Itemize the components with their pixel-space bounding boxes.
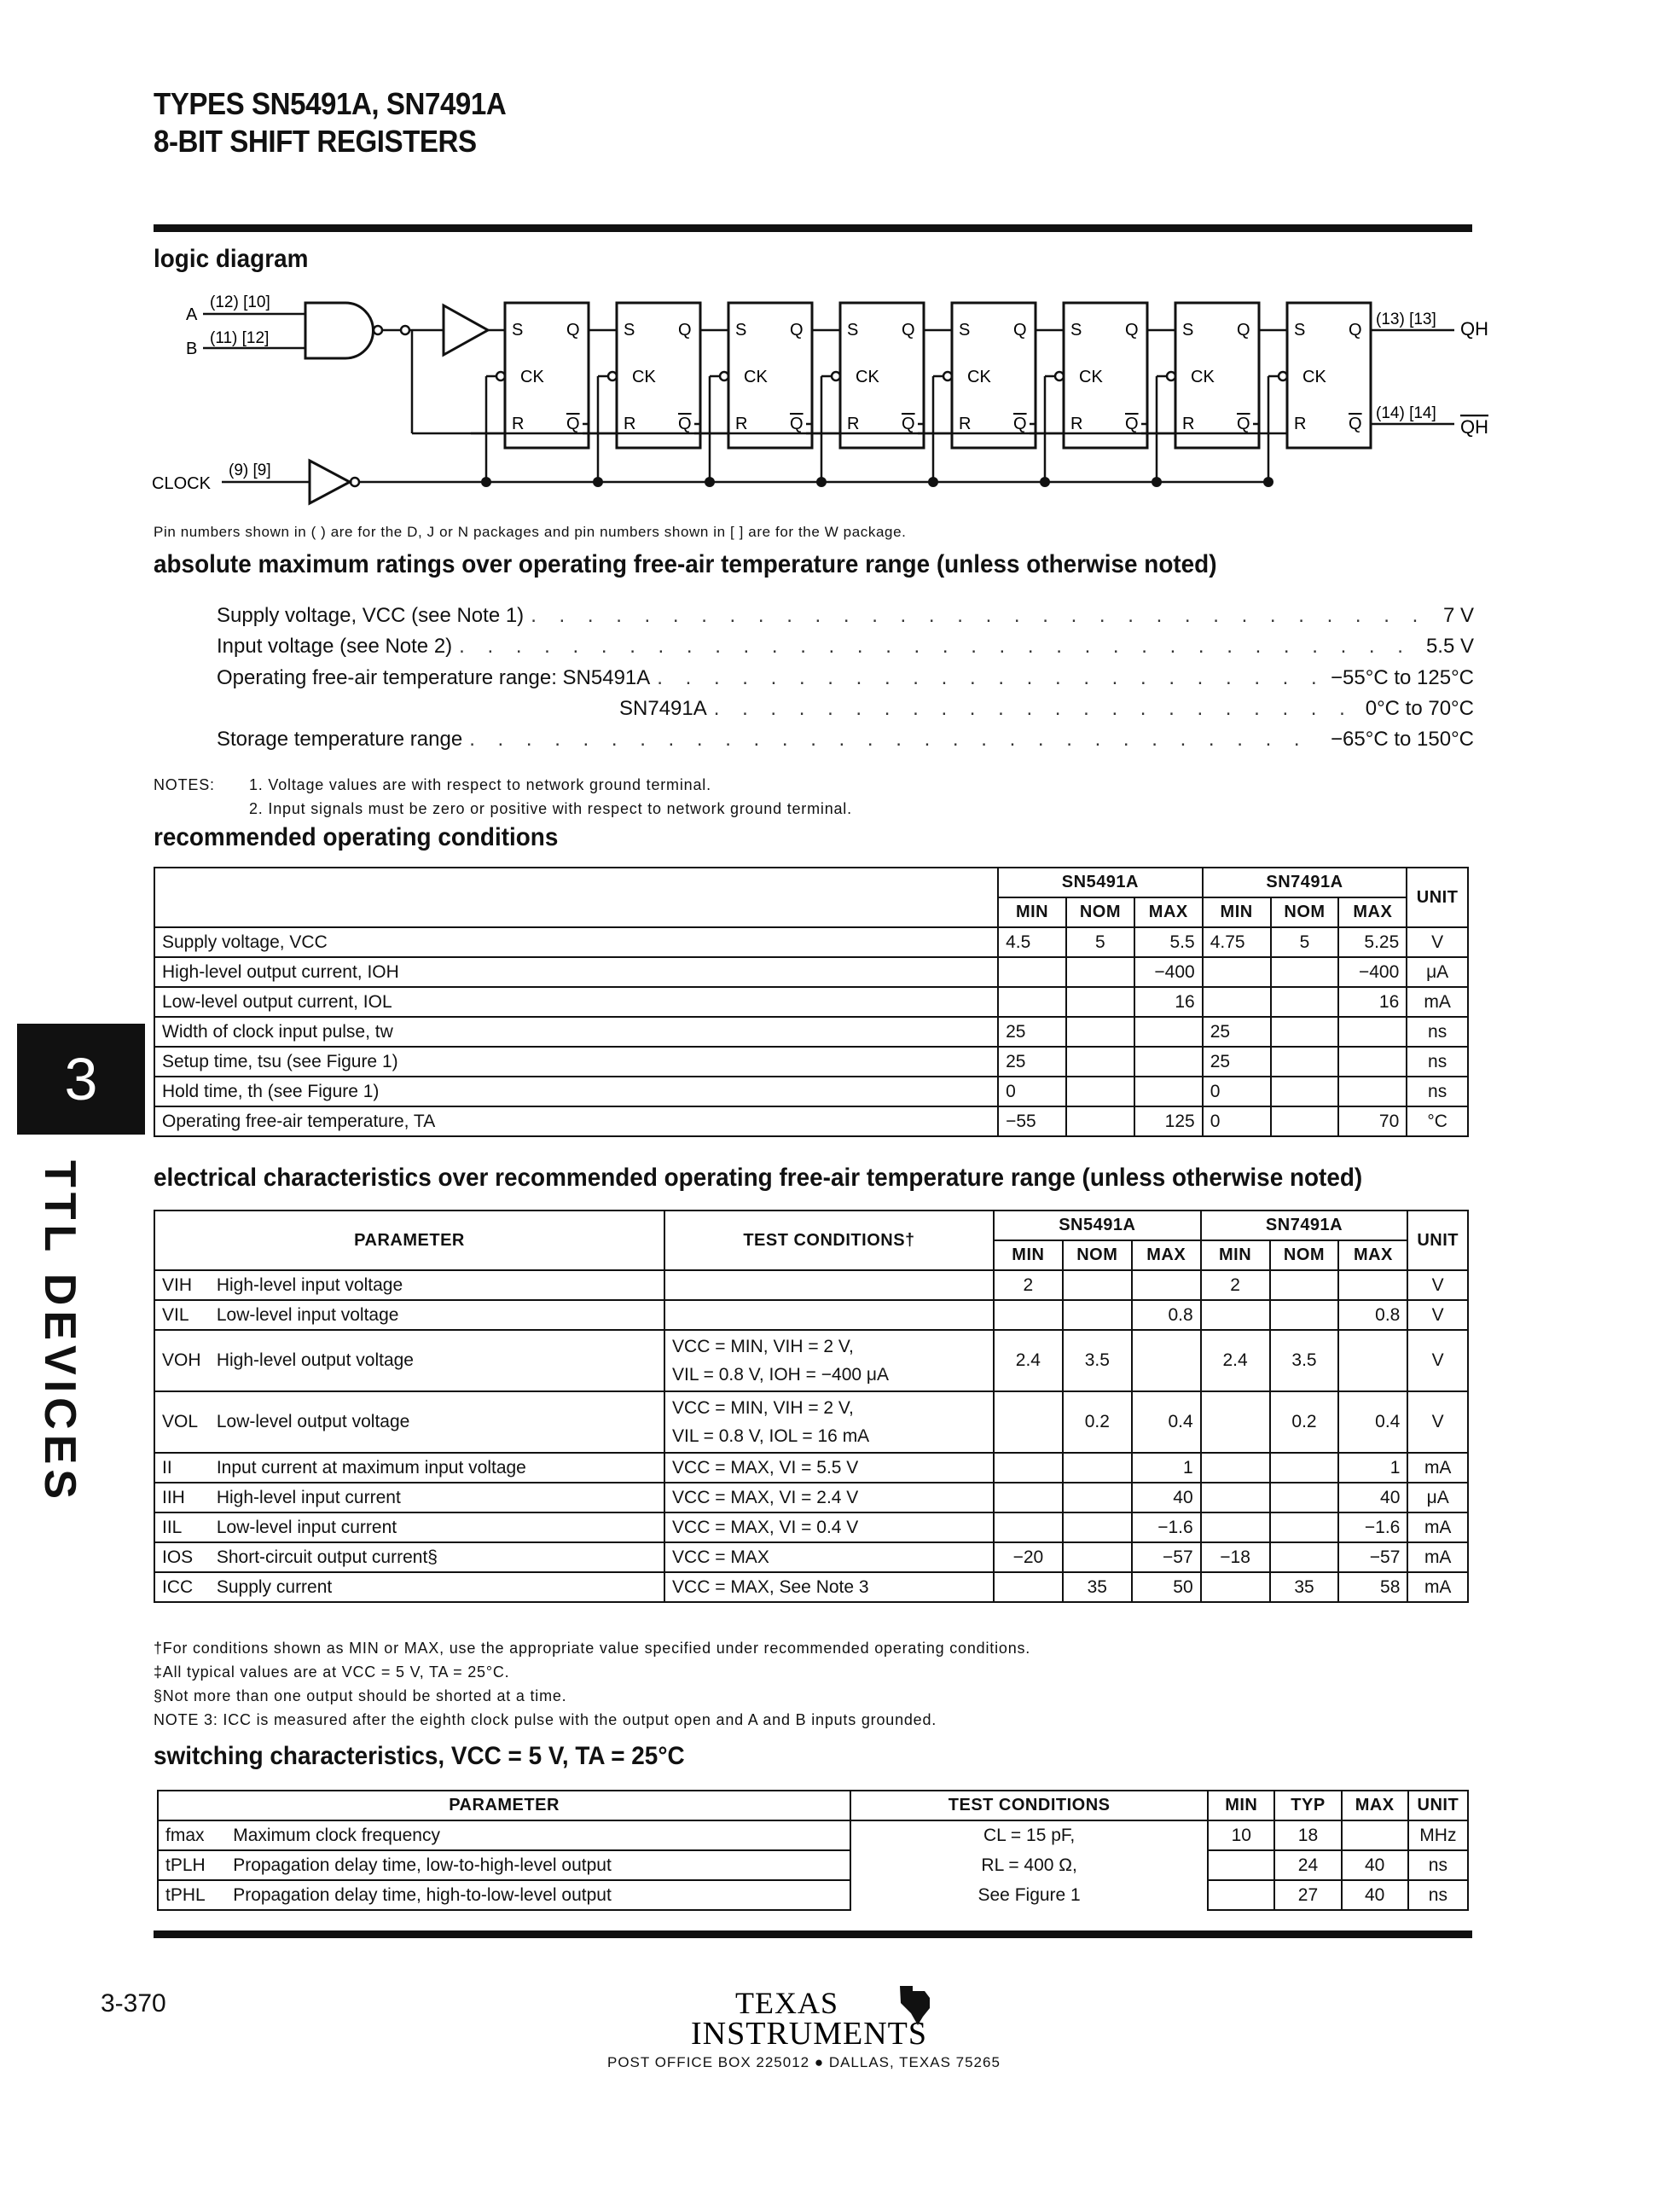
note-3: NOTE 3: ICC is measured after the eighth clock pulse with the output open and A and B inputs grounded. — [154, 1711, 937, 1728]
rec-value-cell: 16 — [1134, 987, 1203, 1017]
ff-q-label: Q — [678, 321, 692, 340]
section-tab: 3 — [17, 1024, 145, 1135]
rec-value-cell — [1066, 1077, 1134, 1106]
elec-row — [154, 1512, 1468, 1542]
elec-symbol-cell: IOS — [154, 1542, 210, 1572]
rec-value-cell — [1066, 1047, 1134, 1077]
sw-value-cell — [1208, 1880, 1274, 1910]
elec-param-cell: Input current at maximum input voltage — [210, 1453, 664, 1483]
rec-op-row — [154, 957, 1468, 987]
sw-value-cell: 40 — [1342, 1880, 1408, 1910]
ff-q-label: Q — [902, 321, 915, 340]
ff-s-label: S — [1070, 321, 1082, 340]
footnote-section: §Not more than one output should be shorted at a time. — [154, 1687, 567, 1704]
rec-value-cell: −55 — [998, 1106, 1066, 1136]
elec-value-cell: 40 — [1132, 1483, 1201, 1512]
sw-test-cell: See Figure 1 — [850, 1880, 1208, 1910]
rec-unit-cell: mA — [1407, 987, 1468, 1017]
elec-sn5491a-header: SN5491A — [994, 1211, 1201, 1240]
rec-value-cell — [1271, 1047, 1339, 1077]
ff-q-label: Q — [1349, 321, 1362, 340]
ff-ck-label: CK — [856, 368, 879, 386]
sw-value-cell: 40 — [1342, 1850, 1408, 1880]
elec-value-cell — [1201, 1391, 1270, 1453]
elec-value-cell — [994, 1391, 1063, 1453]
ff-r-label: R — [512, 415, 525, 433]
rec-value-cell — [1203, 957, 1271, 987]
elec-value-cell: 3.5 — [1063, 1330, 1132, 1391]
ff-s-label: S — [735, 321, 747, 340]
ff-qbar-label: Q — [1237, 415, 1250, 433]
elec-value-cell: 2.4 — [994, 1330, 1063, 1391]
elec-value-cell: −18 — [1201, 1542, 1270, 1572]
rec-value-cell — [1338, 1077, 1407, 1106]
elec-unit-cell: mA — [1407, 1572, 1468, 1602]
sw-unit-cell: ns — [1408, 1850, 1468, 1880]
elec-symbol-cell: VOL — [154, 1391, 210, 1453]
rec-value-cell — [1066, 957, 1134, 987]
sw-parameter-header: PARAMETER — [158, 1791, 850, 1820]
switching-table: PARAMETER TEST CONDITIONS MIN TYP MAX UNIT fmax Maximum clock frequency CL = 15 pF, 10 18 MHz tPLH Propagation delay time, low-to-high-level output RL = 400 Ω, 24 40 ns tPHL Propagation delay time, high-to-low-level output See Figure 1 27 40 ns — [157, 1790, 1469, 1911]
elec-value-cell: 58 — [1338, 1572, 1407, 1602]
elec-unit-cell: mA — [1407, 1512, 1468, 1542]
elec-row — [154, 1270, 1468, 1300]
elec-value-cell: 2 — [1201, 1270, 1270, 1300]
rec-op-row — [154, 1077, 1468, 1106]
rec-value-cell: 0 — [998, 1077, 1066, 1106]
elec-row — [154, 1453, 1468, 1483]
rating-input-voltage: Input voltage (see Note 2) . . . 5.5 V — [217, 635, 1474, 665]
rec-value-cell — [1271, 1017, 1339, 1047]
rec-value-cell: 5.25 — [1338, 927, 1407, 957]
elec-value-cell: 0.8 — [1132, 1300, 1201, 1330]
elec-test-cell — [664, 1270, 994, 1300]
elec-value-cell: 0.4 — [1132, 1391, 1201, 1453]
elec-param-cell: Supply current — [210, 1572, 664, 1602]
rec-op-row — [154, 927, 1468, 957]
elec-value-cell — [1063, 1542, 1132, 1572]
ff-ck-label: CK — [520, 368, 544, 386]
elec-value-cell — [1132, 1330, 1201, 1391]
rec-op-row — [154, 1017, 1468, 1047]
elec-value-cell — [994, 1512, 1063, 1542]
pin-b: (11) [12] — [210, 329, 270, 347]
sw-param-cell: Propagation delay time, high-to-low-level output — [226, 1880, 850, 1910]
page-number: 3-370 — [101, 1989, 166, 2018]
ff-ck-label: CK — [632, 368, 656, 386]
elec-param-cell: High-level input current — [210, 1483, 664, 1512]
rec-unit-cell: °C — [1407, 1106, 1468, 1136]
ff-r-label: R — [1070, 415, 1083, 433]
input-b-label: B — [186, 340, 198, 358]
elec-param-cell: Short-circuit output current§ — [210, 1542, 664, 1572]
elec-value-cell: −57 — [1132, 1542, 1201, 1572]
pin-clock: (9) [9] — [229, 462, 271, 479]
rec-param-cell: Width of clock input pulse, tw — [154, 1017, 998, 1047]
elec-value-cell: 3.5 — [1270, 1330, 1339, 1391]
rec-value-cell: 25 — [998, 1047, 1066, 1077]
elec-test-cell: VCC = MIN, VIH = 2 V, VIL = 0.8 V, IOL = 16 mA — [664, 1391, 994, 1453]
elec-value-cell — [1270, 1542, 1339, 1572]
elec-value-cell — [1338, 1330, 1407, 1391]
ff-q-label: Q — [1013, 321, 1027, 340]
elec-value-cell — [994, 1572, 1063, 1602]
notes-label: NOTES: — [154, 776, 215, 793]
elec-test-cell — [664, 1300, 994, 1330]
ff-s-label: S — [1182, 321, 1194, 340]
elec-test-cell: VCC = MAX, VI = 0.4 V — [664, 1512, 994, 1542]
logic-diagram — [136, 282, 1501, 512]
elec-test-cell: VCC = MAX — [664, 1542, 994, 1572]
elec-value-cell: 35 — [1270, 1572, 1339, 1602]
elec-unit-cell: V — [1407, 1270, 1468, 1300]
elec-unit-cell: V — [1407, 1330, 1468, 1391]
rec-value-cell: −400 — [1338, 957, 1407, 987]
rec-param-cell: Operating free-air temperature, TA — [154, 1106, 998, 1136]
elec-symbol-cell: IIH — [154, 1483, 210, 1512]
note-1: 1. Voltage values are with respect to network ground terminal. — [249, 776, 711, 793]
elec-value-cell: 0.2 — [1063, 1391, 1132, 1453]
logic-diagram-title: logic diagram — [154, 245, 309, 273]
elec-value-cell: 0.8 — [1338, 1300, 1407, 1330]
top-rule — [154, 224, 1472, 232]
elec-value-cell: 0.2 — [1270, 1391, 1339, 1453]
rating-supply-voltage: Supply voltage, VCC (see Note 1) . . . 7 V — [217, 604, 1474, 635]
ti-logo — [682, 1979, 989, 2052]
elec-value-cell: 50 — [1132, 1572, 1201, 1602]
ff-s-label: S — [512, 321, 524, 340]
rec-value-cell: 5 — [1066, 927, 1134, 957]
ff-ck-label: CK — [744, 368, 768, 386]
sw-value-cell: 18 — [1274, 1820, 1341, 1850]
sw-symbol-cell: fmax — [158, 1820, 226, 1850]
elec-value-cell — [1063, 1453, 1132, 1483]
rec-unit-header: UNIT — [1407, 868, 1468, 927]
rec-op-row — [154, 987, 1468, 1017]
elec-value-cell: −1.6 — [1338, 1512, 1407, 1542]
elec-value-cell: −20 — [994, 1542, 1063, 1572]
buffer-gate — [444, 305, 488, 355]
ff-q-label: Q — [1125, 321, 1139, 340]
clock-inverter — [310, 461, 350, 503]
elec-test-cell: VCC = MIN, VIH = 2 V, VIL = 0.8 V, IOH = −400 μA — [664, 1330, 994, 1391]
elec-value-cell: 2 — [994, 1270, 1063, 1300]
rec-value-cell: 4.75 — [1203, 927, 1271, 957]
ff-s-label: S — [624, 321, 635, 340]
elec-value-cell — [1270, 1512, 1339, 1542]
rec-value-cell — [998, 987, 1066, 1017]
elec-value-cell — [994, 1483, 1063, 1512]
elec-value-cell — [1132, 1270, 1201, 1300]
ff-qbar-label: Q — [1125, 415, 1139, 433]
elec-symbol-cell: VIL — [154, 1300, 210, 1330]
elec-row — [154, 1542, 1468, 1572]
ff-r-label: R — [959, 415, 972, 433]
rec-value-cell — [1271, 987, 1339, 1017]
elec-row — [154, 1300, 1468, 1330]
ff-s-label: S — [847, 321, 859, 340]
rec-value-cell — [1134, 1077, 1203, 1106]
elec-value-cell — [1063, 1270, 1132, 1300]
pin-qh: (13) [13] — [1376, 311, 1436, 328]
rec-unit-cell: ns — [1407, 1017, 1468, 1047]
logo-text-2: INSTRUMENTS — [691, 2016, 928, 2052]
pin-note: Pin numbers shown in ( ) are for the D, J or N packages and pin numbers shown in [ ] are for the W package. — [154, 524, 907, 540]
ti-logo-graphic — [682, 1979, 989, 2056]
rec-unit-cell: ns — [1407, 1047, 1468, 1077]
note-2: 2. Input signals must be zero or positive with respect to network ground terminal. — [249, 800, 852, 817]
ff-r-label: R — [1182, 415, 1195, 433]
rec-param-cell: Supply voltage, VCC — [154, 927, 998, 957]
sw-test-header: TEST CONDITIONS — [850, 1791, 1208, 1820]
ff-qbar-label: Q — [566, 415, 580, 433]
elec-unit-header: UNIT — [1407, 1211, 1468, 1270]
elec-unit-cell: V — [1407, 1391, 1468, 1453]
switching-title: switching characteristics, VCC = 5 V, TA = 25°C — [154, 1742, 685, 1770]
nand-gate — [305, 303, 374, 358]
elec-symbol-cell: II — [154, 1453, 210, 1483]
rec-param-cell: Low-level output current, IOL — [154, 987, 998, 1017]
rec-value-cell — [1134, 1047, 1203, 1077]
rec-value-cell — [1271, 1106, 1339, 1136]
elec-value-cell: 2.4 — [1201, 1330, 1270, 1391]
elec-symbol-cell: VIH — [154, 1270, 210, 1300]
rec-value-cell — [1134, 1017, 1203, 1047]
rating-temp-sn5491a: Operating free-air temperature range: SN5491A . . . −55°C to 125°C — [217, 666, 1474, 697]
ff-qbar-label: Q — [1349, 415, 1362, 433]
switching-row — [158, 1850, 1468, 1880]
elec-param-cell: Low-level input voltage — [210, 1300, 664, 1330]
rec-op-table: SN5491A SN7491A UNIT MIN NOM MAX MIN NOM MAX Supply voltage, VCC 4.5 5 5.5 4.75 5 5.25 V High-level output current, IOH −400 −400 μA Low-level output current, IOL 16 16 mA Width of clock input pulse, tw 25 25 ns Setup time, tsu (see Figure 1) 25 25 ns Hold time, th (see Figure 1) 0 0 ns Operating free-air temperature, TA −55 125 0 70 °C — [154, 867, 1469, 1137]
sw-test-cell: CL = 15 pF, — [850, 1820, 1208, 1850]
ff-r-label: R — [1294, 415, 1307, 433]
switching-row — [158, 1820, 1468, 1850]
rec-sn7491a-header: SN7491A — [1203, 868, 1407, 897]
elec-row — [154, 1483, 1468, 1512]
ff-ck-label: CK — [1302, 368, 1326, 386]
ff-r-label: R — [624, 415, 636, 433]
sw-value-cell — [1208, 1850, 1274, 1880]
elec-row — [154, 1330, 1468, 1391]
sw-param-cell: Maximum clock frequency — [226, 1820, 850, 1850]
sw-value-cell: 10 — [1208, 1820, 1274, 1850]
rec-param-cell: High-level output current, IOH — [154, 957, 998, 987]
elec-value-cell — [1201, 1512, 1270, 1542]
elec-value-cell: 1 — [1132, 1453, 1201, 1483]
elec-test-cell: VCC = MAX, VI = 5.5 V — [664, 1453, 994, 1483]
elec-value-cell: −1.6 — [1132, 1512, 1201, 1542]
elec-symbol-cell: IIL — [154, 1512, 210, 1542]
elec-value-cell — [1270, 1300, 1339, 1330]
rec-op-row — [154, 1106, 1468, 1136]
elec-value-cell — [1201, 1453, 1270, 1483]
elec-symbol-cell: VOH — [154, 1330, 210, 1391]
elec-value-cell: −57 — [1338, 1542, 1407, 1572]
elec-test-header: TEST CONDITIONS† — [664, 1211, 994, 1270]
clock-label: CLOCK — [152, 474, 211, 493]
rec-value-cell: 16 — [1338, 987, 1407, 1017]
elec-value-cell — [1270, 1270, 1339, 1300]
ff-s-label: S — [1294, 321, 1306, 340]
rec-value-cell — [998, 957, 1066, 987]
elec-value-cell — [1201, 1483, 1270, 1512]
rec-value-cell: 25 — [1203, 1047, 1271, 1077]
elec-row — [154, 1572, 1468, 1602]
elec-value-cell — [1063, 1300, 1132, 1330]
footnote-double-dagger: ‡All typical values are at VCC = 5 V, TA = 25°C. — [154, 1663, 510, 1681]
sw-symbol-cell: tPLH — [158, 1850, 226, 1880]
rec-value-cell: 70 — [1338, 1106, 1407, 1136]
logo-text-1: TEXAS — [735, 1986, 838, 2020]
elec-parameter-header: PARAMETER — [154, 1211, 664, 1270]
rec-value-cell: 5.5 — [1134, 927, 1203, 957]
title-line-2: 8-BIT SHIFT REGISTERS — [154, 124, 477, 159]
address: POST OFFICE BOX 225012 ● DALLAS, TEXAS 75265 — [607, 2054, 1001, 2070]
ff-ck-label: CK — [1191, 368, 1215, 386]
sw-unit-cell: MHz — [1408, 1820, 1468, 1850]
ff-q-label: Q — [790, 321, 803, 340]
rec-value-cell — [1066, 1106, 1134, 1136]
ff-ck-label: CK — [967, 368, 991, 386]
elec-value-cell — [1338, 1270, 1407, 1300]
rec-value-cell: 25 — [998, 1017, 1066, 1047]
rec-value-cell — [1271, 957, 1339, 987]
rec-value-cell — [1066, 987, 1134, 1017]
rec-unit-cell: ns — [1407, 1077, 1468, 1106]
bottom-rule — [154, 1930, 1472, 1938]
elec-unit-cell: mA — [1407, 1542, 1468, 1572]
rec-value-cell: 4.5 — [998, 927, 1066, 957]
rec-value-cell: 5 — [1271, 927, 1339, 957]
pin-qhbar: (14) [14] — [1376, 404, 1436, 422]
elec-row — [154, 1391, 1468, 1453]
elec-table: PARAMETER TEST CONDITIONS† SN5491A SN7491A UNIT MIN NOM MAX MIN NOM MAX VIH High-level input voltage 2 2 V VIL Low-level input voltage 0.8 0.8 V VOH High-level output voltage VCC = MIN, VIH = 2 V, VIL = 0.8 V, IOH = −400 μA 2.4 3.5 2.4 3.5 V VOL Low-level output voltage VCC = MIN, VIH = 2 V, VIL = 0.8 V, IOL = 16 mA 0.2 0.4 0.2 0.4 V II Input current at maximum input voltage VCC = MAX, VI = 5.5 V 1 1 mA IIH High-level input current VCC = MAX, VI = 2.4 V 40 40 μA IIL Low-level input current VCC = MAX, VI = 0.4 V −1.6 −1.6 mA IOS Short-circuit output current§ VCC = MAX −20 −57 −18 −57 mA ICC Supply current VCC = MAX, See Note 3 35 50 35 58 mA — [154, 1210, 1469, 1603]
rec-op-title: recommended operating conditions — [154, 823, 559, 851]
rec-unit-cell: μA — [1407, 957, 1468, 987]
ff-r-label: R — [735, 415, 748, 433]
abs-max-title: absolute maximum ratings over operating free-air temperature range (unless otherwise noted) — [154, 550, 1217, 578]
elec-unit-cell: V — [1407, 1300, 1468, 1330]
sw-param-cell: Propagation delay time, low-to-high-level output — [226, 1850, 850, 1880]
elec-value-cell: 0.4 — [1338, 1391, 1407, 1453]
elec-param-cell: High-level output voltage — [210, 1330, 664, 1391]
sw-unit-cell: ns — [1408, 1880, 1468, 1910]
ff-qbar-label: Q — [790, 415, 803, 433]
rec-param-cell: Setup time, tsu (see Figure 1) — [154, 1047, 998, 1077]
rec-value-cell — [1066, 1017, 1134, 1047]
ff-ck-label: CK — [1079, 368, 1103, 386]
ff-q-label: Q — [1237, 321, 1250, 340]
output-qhbar: QH — [1460, 416, 1488, 438]
rec-sn5491a-header: SN5491A — [998, 868, 1203, 897]
pin-a: (12) [10] — [210, 293, 270, 311]
document-title — [154, 85, 506, 160]
elec-value-cell: 40 — [1338, 1483, 1407, 1512]
elec-value-cell — [994, 1300, 1063, 1330]
rating-storage-temp: Storage temperature range . . . −65°C to 150°C — [217, 728, 1474, 758]
elec-value-cell — [1063, 1483, 1132, 1512]
sw-value-cell: 24 — [1274, 1850, 1341, 1880]
rec-value-cell — [1338, 1047, 1407, 1077]
rec-unit-cell: V — [1407, 927, 1468, 957]
elec-title: electrical characteristics over recommended operating free-air temperature range (unless otherwise noted) — [154, 1164, 1363, 1192]
elec-unit-cell: mA — [1407, 1453, 1468, 1483]
switching-row — [158, 1880, 1468, 1910]
rec-param-cell: Hold time, th (see Figure 1) — [154, 1077, 998, 1106]
elec-value-cell: 1 — [1338, 1453, 1407, 1483]
ff-s-label: S — [959, 321, 971, 340]
rec-value-cell: −400 — [1134, 957, 1203, 987]
elec-value-cell — [1270, 1483, 1339, 1512]
title-line-1: TYPES SN5491A, SN7491A — [154, 86, 507, 121]
rec-op-row — [154, 1047, 1468, 1077]
ff-q-label: Q — [566, 321, 580, 340]
elec-value-cell: 35 — [1063, 1572, 1132, 1602]
ff-qbar-label: Q — [678, 415, 692, 433]
elec-unit-cell: μA — [1407, 1483, 1468, 1512]
flip-flop-chain — [412, 303, 1454, 487]
elec-test-cell: VCC = MAX, VI = 2.4 V — [664, 1483, 994, 1512]
sw-symbol-cell: tPHL — [158, 1880, 226, 1910]
input-a-label: A — [186, 305, 198, 324]
sw-test-cell: RL = 400 Ω, — [850, 1850, 1208, 1880]
elec-param-cell: Low-level input current — [210, 1512, 664, 1542]
footnote-dagger: †For conditions shown as MIN or MAX, use the appropriate value specified under recommended operating conditions. — [154, 1640, 1031, 1657]
rec-value-cell — [1338, 1017, 1407, 1047]
elec-value-cell — [1201, 1572, 1270, 1602]
elec-value-cell — [1063, 1512, 1132, 1542]
rec-value-cell — [1271, 1077, 1339, 1106]
rec-value-cell — [1203, 987, 1271, 1017]
elec-value-cell — [1201, 1300, 1270, 1330]
elec-sn7491a-header: SN7491A — [1201, 1211, 1408, 1240]
ff-r-label: R — [847, 415, 860, 433]
elec-symbol-cell: ICC — [154, 1572, 210, 1602]
elec-test-cell: VCC = MAX, See Note 3 — [664, 1572, 994, 1602]
section-side-label: TTL DEVICES — [35, 1160, 84, 1505]
rec-value-cell: 25 — [1203, 1017, 1271, 1047]
ff-qbar-label: Q — [1013, 415, 1027, 433]
ff-qbar-label: Q — [902, 415, 915, 433]
elec-param-cell: Low-level output voltage — [210, 1391, 664, 1453]
elec-value-cell — [994, 1453, 1063, 1483]
sw-value-cell: 27 — [1274, 1880, 1341, 1910]
rec-value-cell: 0 — [1203, 1106, 1271, 1136]
output-qh: QH — [1460, 318, 1488, 340]
rating-temp-sn7491a: SN7491A . . . 0°C to 70°C — [619, 697, 1474, 728]
rec-value-cell: 0 — [1203, 1077, 1271, 1106]
sw-value-cell — [1342, 1820, 1408, 1850]
elec-value-cell — [1270, 1453, 1339, 1483]
elec-param-cell: High-level input voltage — [210, 1270, 664, 1300]
rec-value-cell: 125 — [1134, 1106, 1203, 1136]
